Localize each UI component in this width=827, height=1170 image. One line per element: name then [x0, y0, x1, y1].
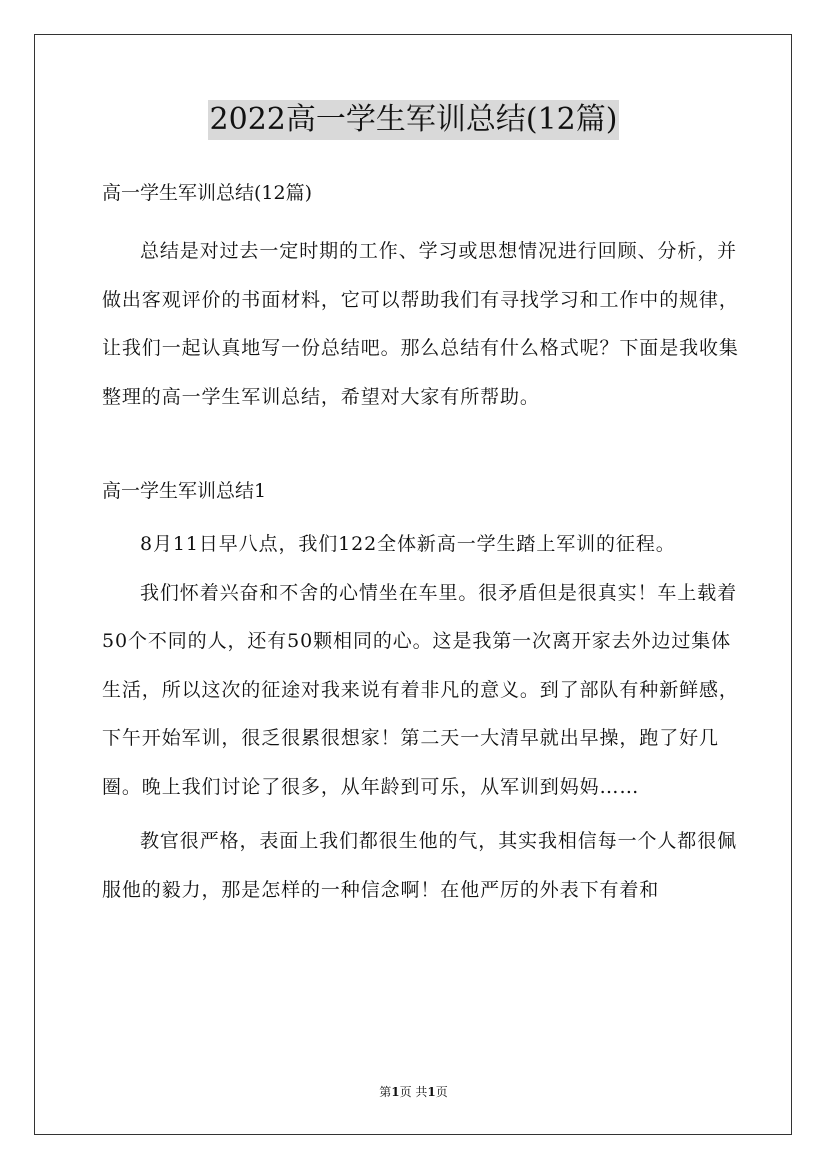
section-heading: 高一学生军训总结1: [102, 480, 267, 502]
section-paragraph-2: 我们怀着兴奋和不舍的心情坐在车里。很矛盾但是很真实！车上载着50个不同的人，还有50颗相同的心。这是我第一次离开家去外边过集体生活，所以这次的征途对我来说有着非凡的意义。到了部队有种新鲜感，下午开始军训，很乏很累很想家！第二天一大清早就出早操，跑了好几圈。晚上我们讨论了很多，从年龄到可乐，从军训到妈妈……: [102, 581, 739, 798]
document-body: [102, 177, 742, 914]
section-paragraph-3: 教官很严格，表面上我们都很生他的气，其实我相信每一个人都很佩服他的毅力，那是怎样的一种信念啊！在他严厉的外表下有着和: [102, 830, 738, 901]
intro-paragraph: 总结是对过去一定时期的工作、学习或思想情况进行回顾、分析，并做出客观评价的书面材料，它可以帮助我们有寻找学习和工作中的规律，让我们一起认真地写一份总结吧。那么总结有什么格式呢？下面是我收集整理的高一学生军训总结，希望对大家有所帮助。: [102, 240, 739, 408]
footer-page-total: 1: [427, 1085, 436, 1099]
footer-page-suffix: 页: [435, 1085, 448, 1099]
title-container: [0, 100, 827, 140]
footer-page-mid: 页 共: [399, 1085, 428, 1099]
footer-page-current: 1: [391, 1085, 400, 1099]
footer-page-prefix: 第: [379, 1085, 392, 1099]
section-paragraph-1: 8月11日早八点，我们122全体新高一学生踏上军训的征程。: [140, 533, 676, 555]
page-footer: [0, 1083, 827, 1101]
document-subtitle: 高一学生军训总结(12篇): [102, 182, 313, 204]
document-title: 2022高一学生军训总结(12篇): [208, 100, 620, 140]
